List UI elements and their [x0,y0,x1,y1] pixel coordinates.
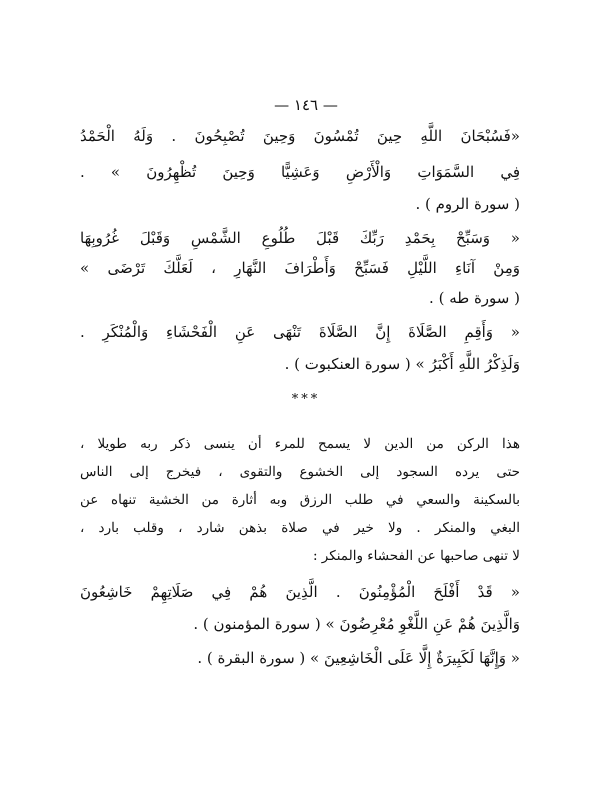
quote-line: «فَسُبْحَانَ اللَّهِ حِينَ تُمْسُونَ وَحِينَ تُصْبِحُونَ . وَلَهُ الْحَمْدُ [80,127,520,145]
surah-reference: ( سورة طه ) . [429,289,520,307]
quote-line: « وَأَقِمِ الصَّلَاةَ إِنَّ الصَّلَاةَ تَنْهَى عَنِ الْفَحْشَاءِ وَالْمُنْكَرِ . [80,323,520,341]
page-number: — ١٤٦ — [274,96,338,114]
body-line: هذا الركن من الدين لا يسمح للمرء أن ينسى ذكر ربه طويلا ، [80,436,520,452]
surah-reference: ( سورة الروم ) . [415,195,520,213]
section-separator: *** [291,392,321,407]
body-line: بالسكينة والسعي في طلب الرزق وبه أثارة من الخشية تنهاه عن [80,492,520,508]
body-line: حتى يرده السجود إلى الخشوع والتقوى ، فيخرج إلى الناس [80,464,520,480]
quote-line: وَلَذِكْرُ اللَّهِ أَكْبَرُ » ( سورة العنكبوت ) . [284,355,520,373]
body-line: لا تنهى صاحبها عن الفحشاء والمنكر : [312,548,520,564]
quote-line: « وَإِنَّهَا لَكَبِيرَةٌ إِلَّا عَلَى الْخَاشِعِينَ » ( سورة البقرة ) . [197,649,520,667]
quote-line: « وَسَبِّحْ بِحَمْدِ رَبِّكَ قَبْلَ طُلُوعِ الشَّمْسِ وَقَبْلَ غُرُوبِهَا [80,229,520,247]
quote-line: وَالَّذِينَ هُمْ عَنِ اللَّغْوِ مُعْرِضُونَ » ( سورة المؤمنون ) . [193,615,520,633]
quote-line: فِي السَّمَوَاتِ وَالْأَرْضِ وَعَشِيًّا وَحِينَ تُظْهِرُونَ » . [80,163,520,181]
quote-line: « قَدْ أَفْلَحَ الْمُؤْمِنُونَ . الَّذِينَ هُمْ فِي صَلَاتِهِمْ خَاشِعُونَ [80,583,520,601]
quote-line: وَمِنْ آنَاءِ اللَّيْلِ فَسَبِّحْ وَأَطْرَافَ النَّهَارِ ، لَعَلَّكَ تَرْضَى » [80,259,520,277]
body-line: البغي والمنكر . ولا خير في صلاة بذهن شارد ، وقلب بارد ، [80,520,520,536]
